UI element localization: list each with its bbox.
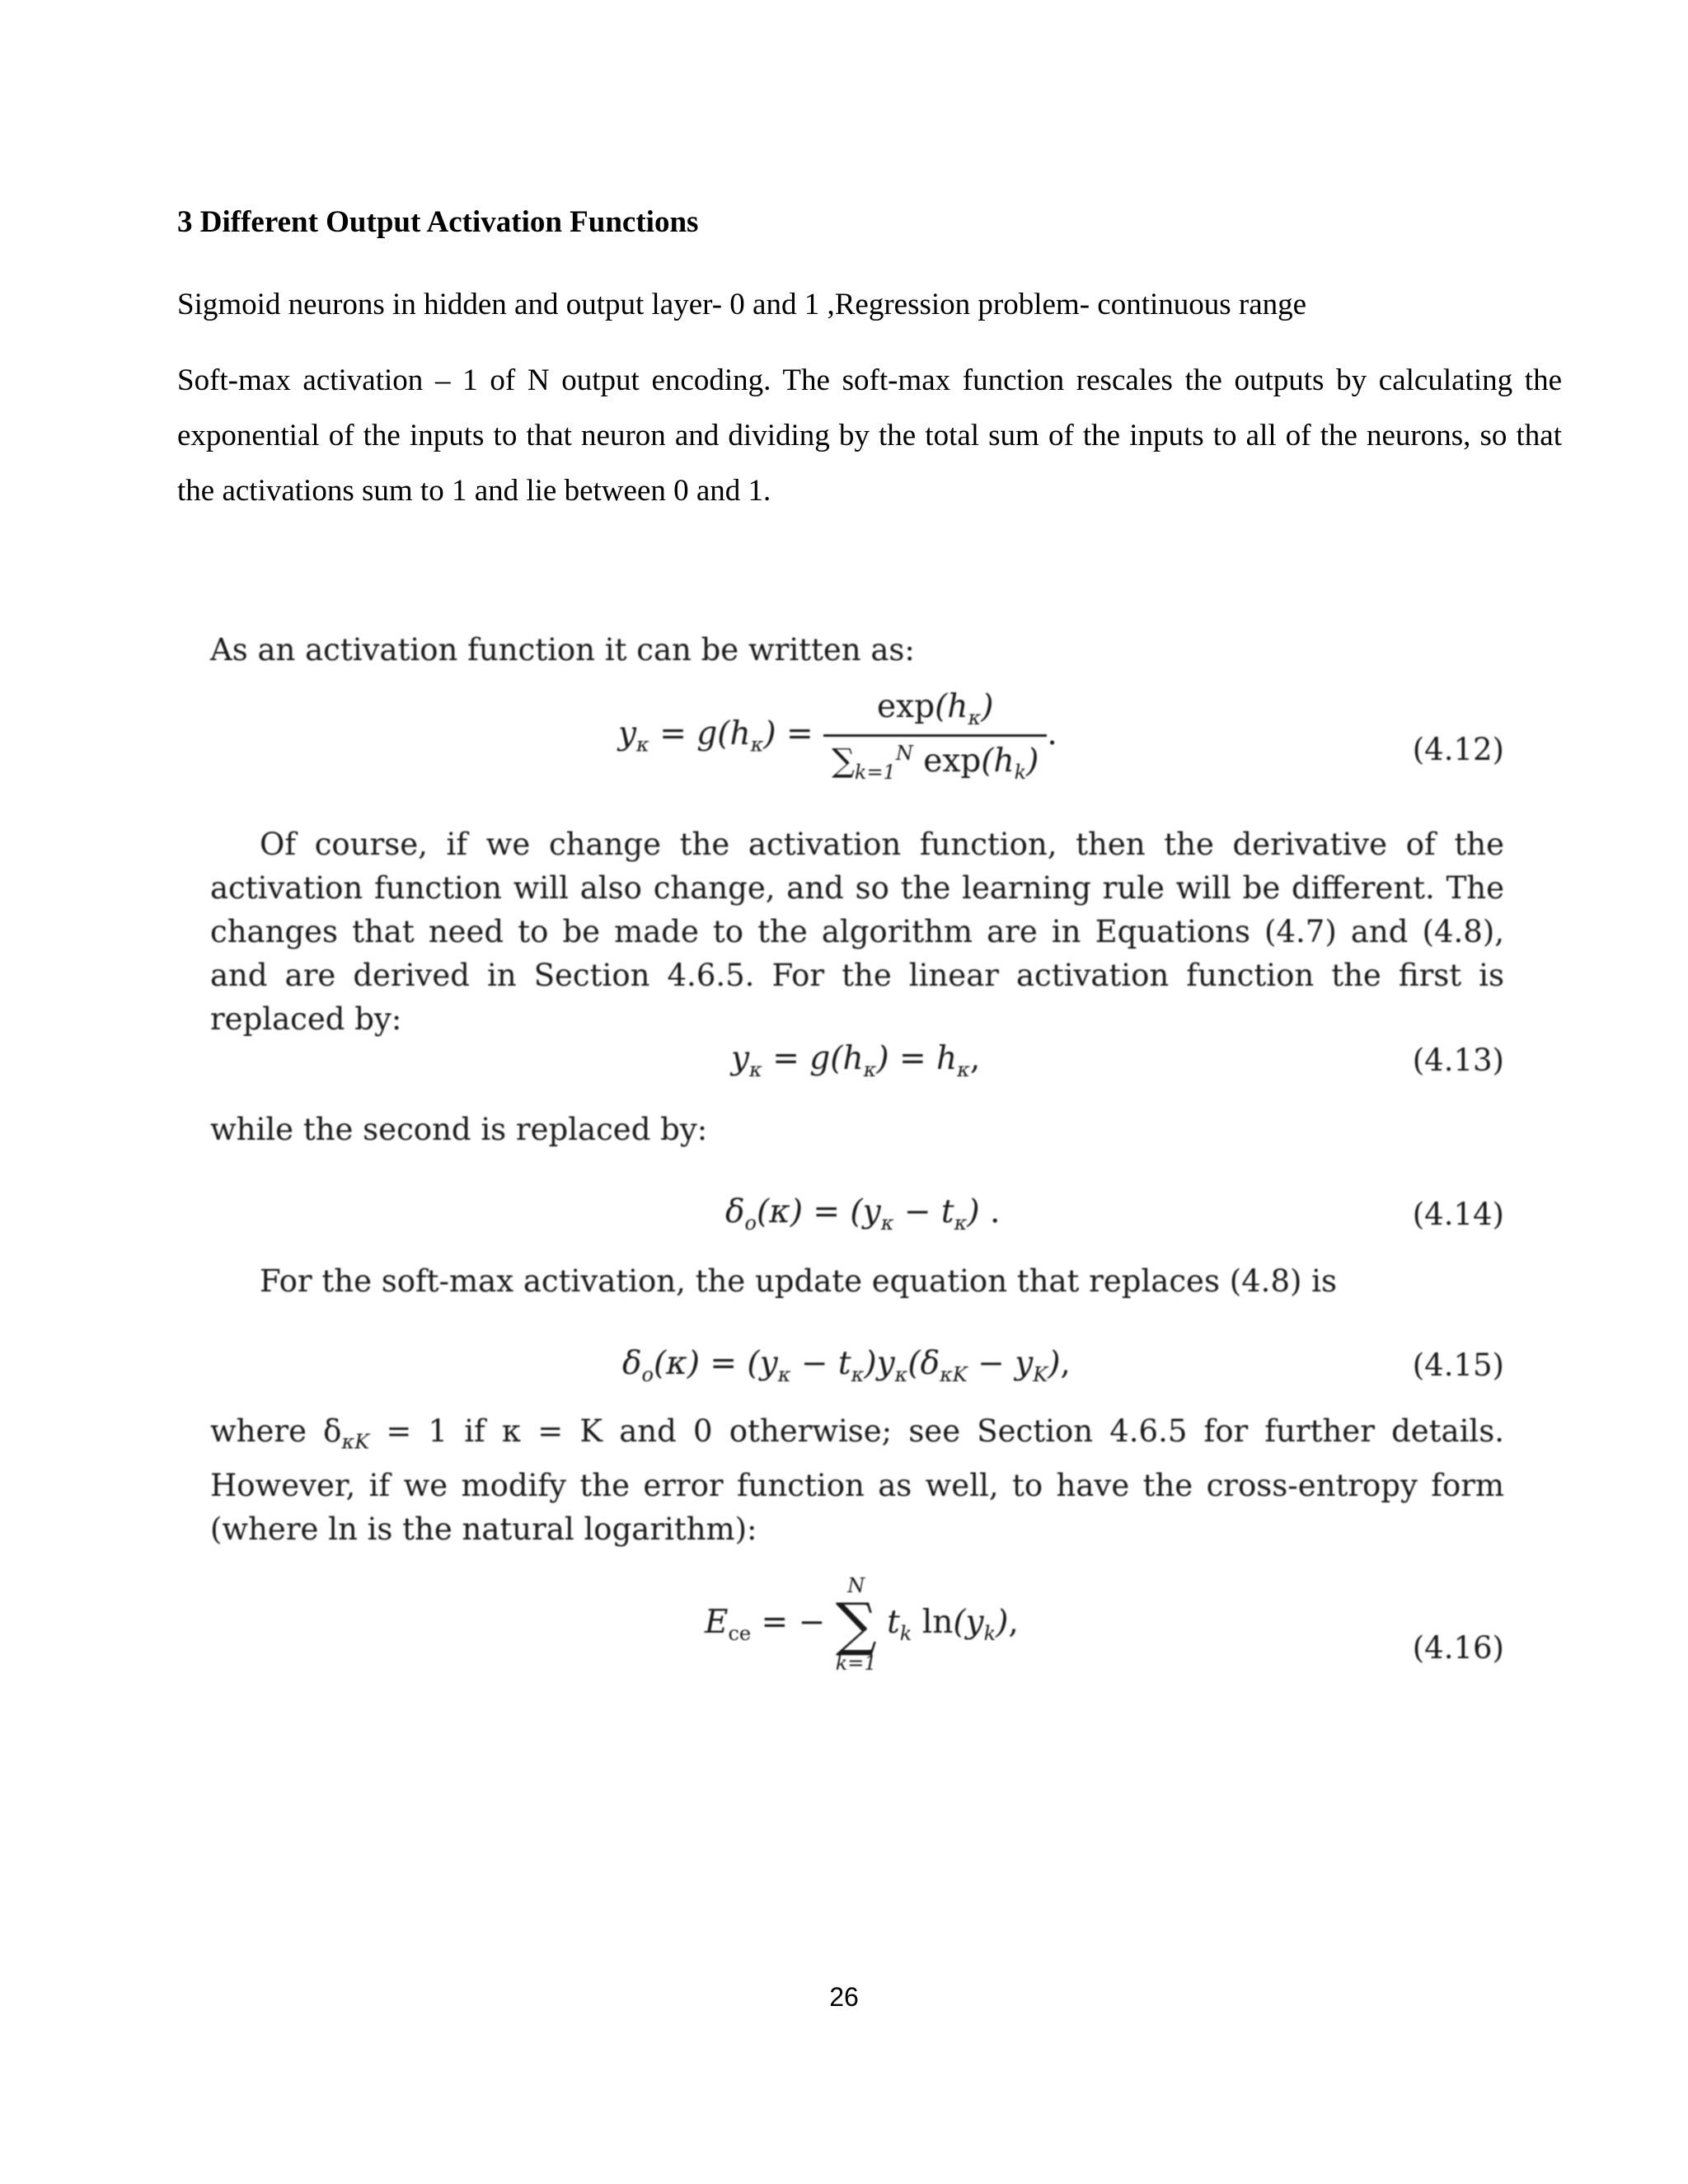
equation-4-15: $\delta_o(\kappa) = (y_\kappa - t_\kappa)y_\kappa(\delta_{\kappa K} - y_K)$, [622,1345,1071,1386]
cross-entropy-text-post: = 1 if κ = K and 0 otherwise; see Section 4.6.5 for further details. However, if we modify the error function as well, to have the cross-entropy form (where ln is the natural logarithm): [210,1413,1505,1548]
equation-number-4-12: (4.12) [1412,732,1504,767]
equation-4-16: $E_{ce}$ = − N ∑ k=1 $t_k$ $\ln(y_k)$, [705,1574,1019,1675]
paragraph-sigmoid: Sigmoid neurons in hidden and output layer- 0 and 1 ,Regression problem- continuous range [177,288,1307,321]
textbook-excerpt-image [210,610,1504,1714]
equation-number-4-13: (4.13) [1412,1043,1504,1078]
equation-number-4-15: (4.15) [1412,1347,1504,1383]
cross-entropy-text-pre: where δ [210,1413,342,1449]
excerpt-intro: As an activation function it can be written as: [210,632,915,668]
excerpt-paragraph-derivative: Of course, if we change the activation function, then the derivative of the activation function will also change, and so the learning rule will be different. The changes that need to be made to the algorithm are in Equations (4.7) and (4.8), and are derived in Section 4.6.5. For the linear activation function the first is replaced by: [210,827,1504,1037]
excerpt-cross-entropy-paragraph: where $\delta_{\kappa K} = 1$ if κ = K and 0 otherwise; see Section 4.6.5 for further details. However, if we modify the error function as well, to have the cross-entropy form (where ln is the natural logarithm): [210,1413,1505,1548]
equation-4-13: $y_\kappa = g(h_\kappa) = h_\kappa$, [731,1040,981,1081]
equation-4-12: $y_\kappa = g(h_\kappa)$ = $\frac{\exp(h_\kappa)}{\sum_{k=1}^N \exp(h_k)}$ . [618,688,1057,784]
section-heading: 3 Different Output Activation Functions [177,205,699,239]
equation-4-14: $\delta_o(\kappa) = (y_\kappa - t_\kappa)$ . [725,1193,1001,1235]
page-number: 26 [829,1982,859,2012]
equation-number-4-14: (4.14) [1412,1197,1504,1232]
excerpt-second-replaced: while the second is replaced by: [210,1112,708,1147]
paragraph-softmax: Soft-max activation – 1 of N output encoding. The soft-max function rescales the outputs by calculating the exponential of the inputs to that neuron and dividing by the total sum of the inputs to all of the neurons, so that the activations sum to 1 and lie between 0 and 1. [177,363,1562,508]
equation-number-4-16: (4.16) [1412,1630,1504,1666]
excerpt-softmax-update: For the soft-max activation, the update equation that replaces (4.8) is [260,1263,1337,1299]
